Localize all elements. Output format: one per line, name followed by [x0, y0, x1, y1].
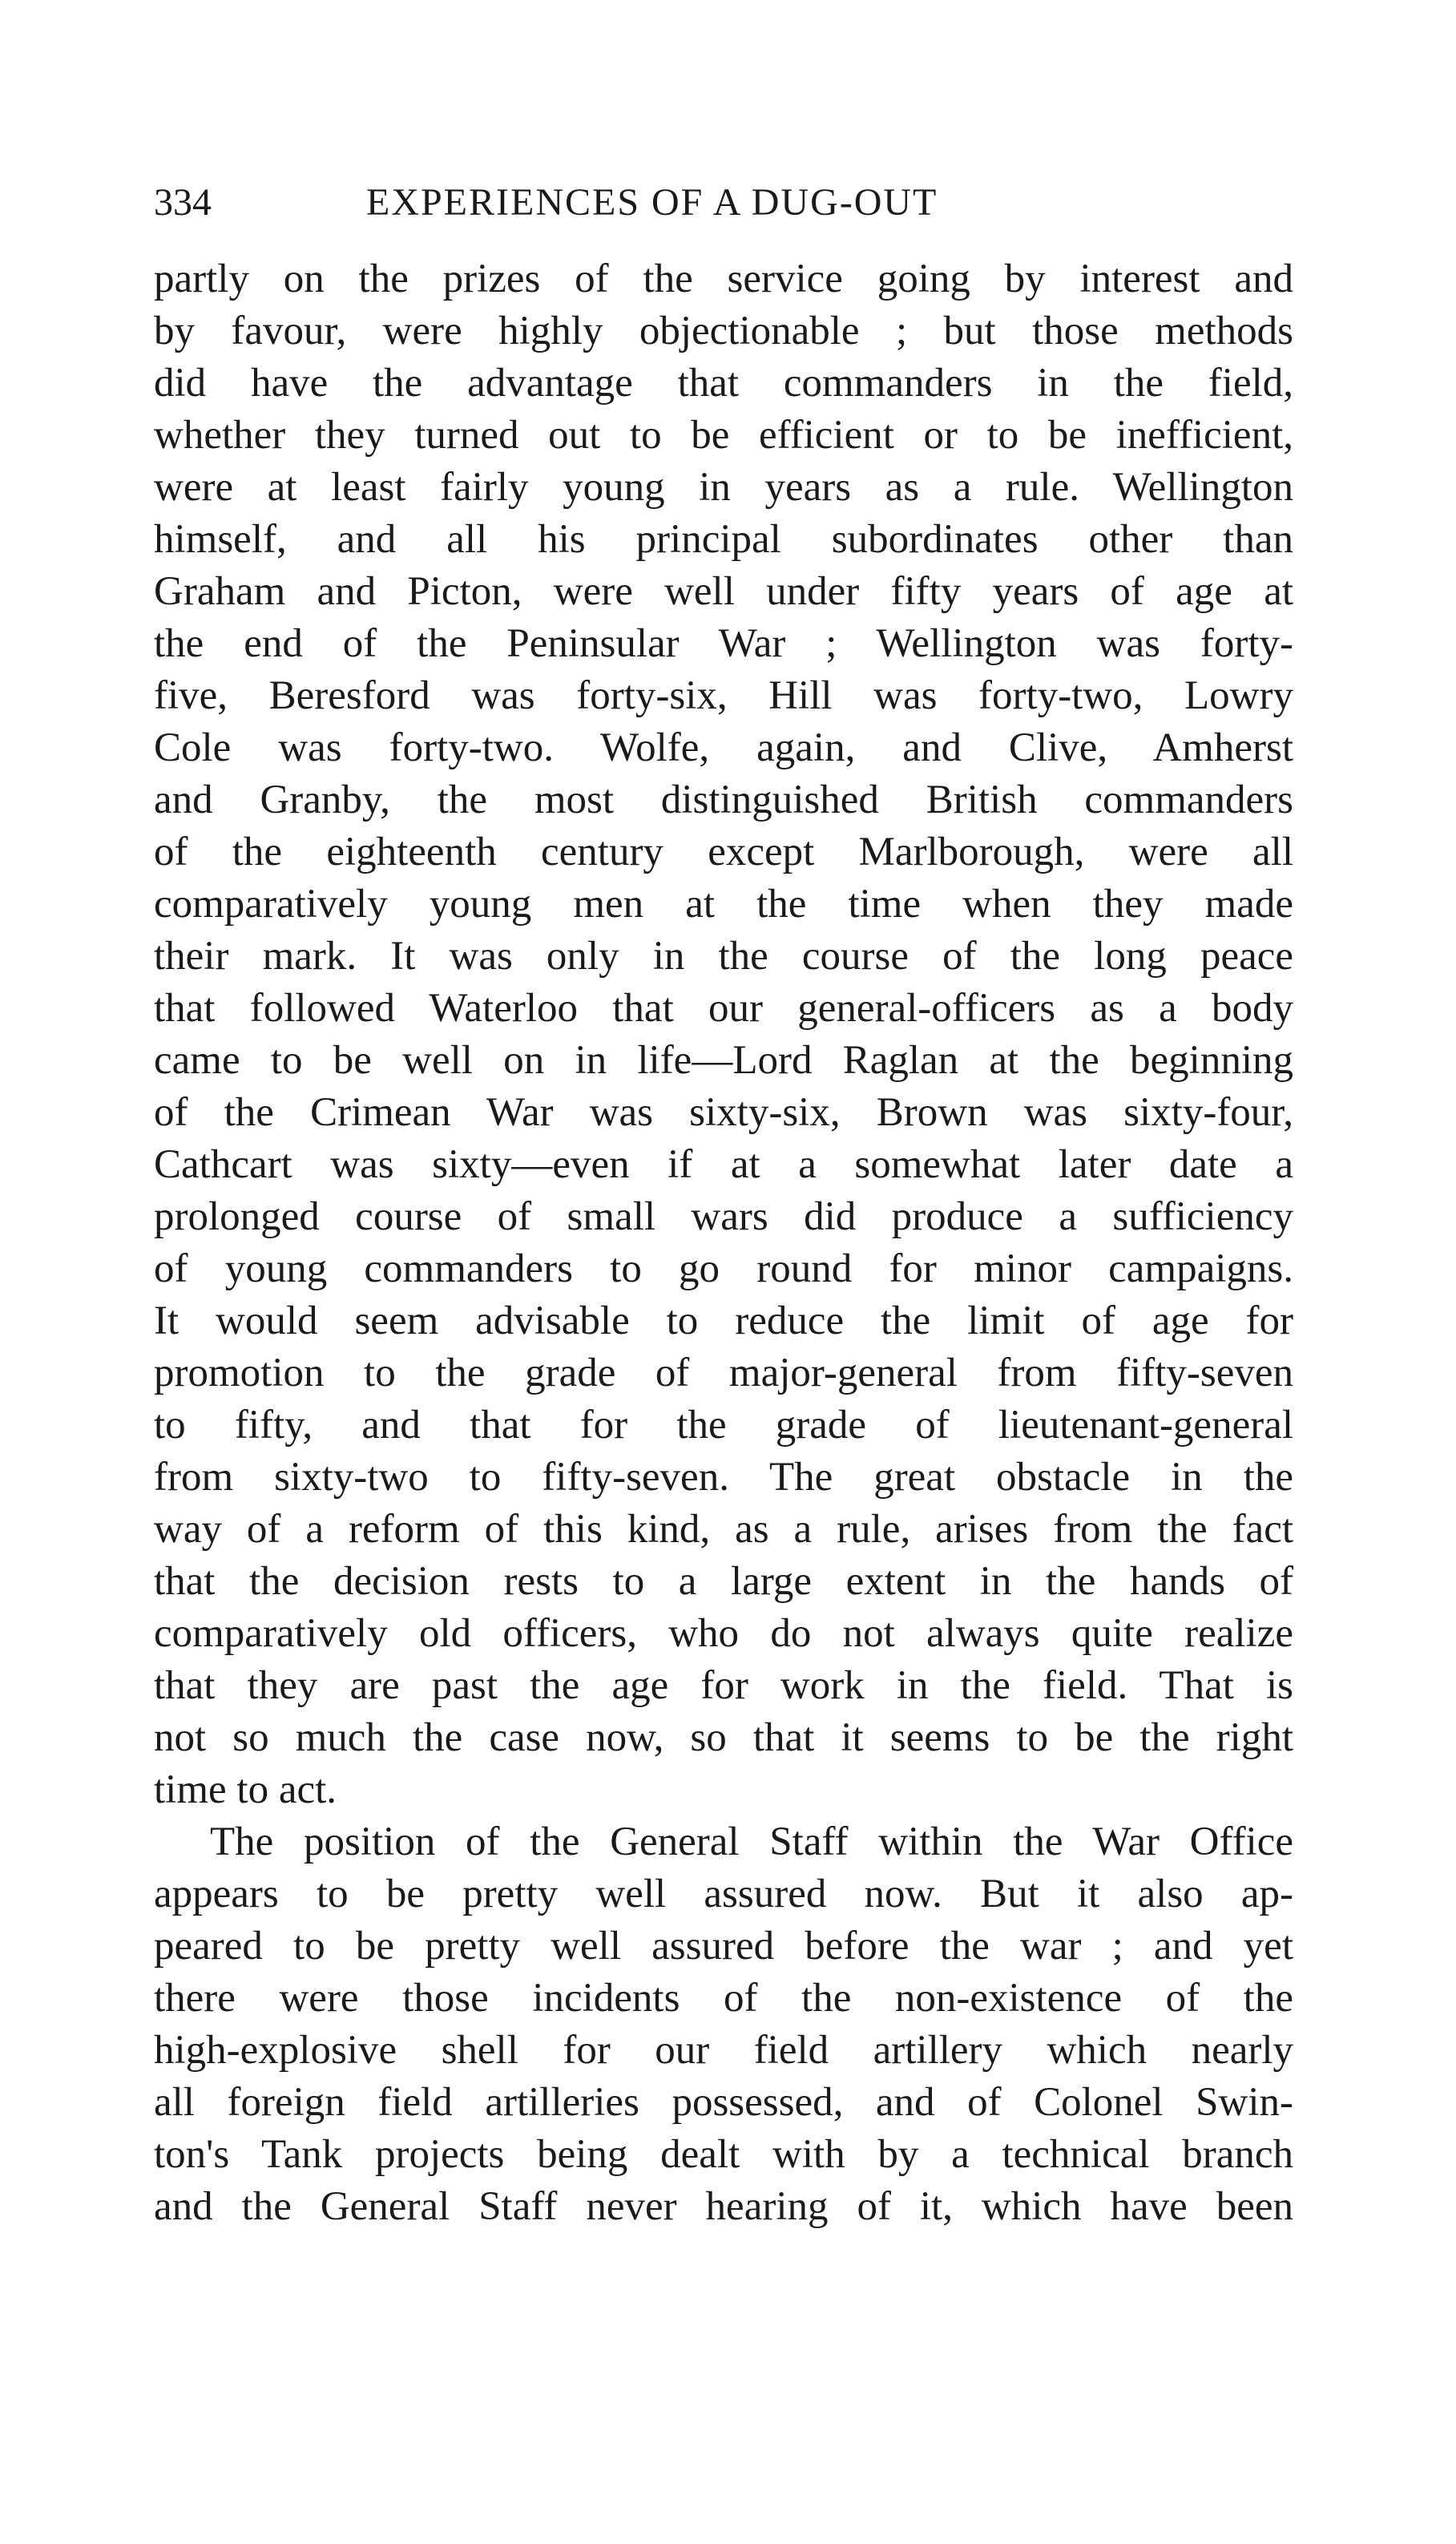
text-line: peared to be pretty well assured before the war ; and yet — [154, 1924, 1293, 1969]
text-line: It would seem advisable to reduce the limit of age for — [154, 1298, 1293, 1343]
page-header — [154, 175, 1292, 231]
text-line: high-explosive shell for our field artillery which nearly — [154, 2028, 1293, 2073]
text-line: Cathcart was sixty—even if at a somewhat later date a — [154, 1142, 1293, 1187]
text-line: and Granby, the most distinguished British commanders — [154, 777, 1293, 822]
text-line: and the General Staff never hearing of it, which have been — [154, 2184, 1293, 2229]
text-line: promotion to the grade of major-general from fifty-seven — [154, 1351, 1293, 1395]
text-line: not so much the case now, so that it seems to be the right — [154, 1715, 1293, 1760]
text-line: appears to be pretty well assured now. But it also ap- — [154, 1872, 1293, 1916]
text-line: their mark. It was only in the course of the long peace — [154, 934, 1293, 979]
text-line: that the decision rests to a large extent in the hands of — [154, 1559, 1293, 1604]
text-line: partly on the prizes of the service going by interest and — [154, 256, 1293, 301]
running-title: EXPERIENCES OF A DUG-OUT — [366, 181, 938, 224]
text-line: comparatively old officers, who do not always quite realize — [154, 1611, 1293, 1656]
text-line: ton's Tank projects being dealt with by a technical branch — [154, 2132, 1293, 2177]
text-line: were at least fairly young in years as a rule. Wellington — [154, 465, 1293, 510]
text-line: of young commanders to go round for minor campaigns. — [154, 1246, 1293, 1291]
page-number: 334 — [154, 181, 212, 224]
text-line: time to act. — [154, 1767, 337, 1812]
text-line: by favour, were highly objectionable ; but those methods — [154, 309, 1293, 353]
text-line: of the Crimean War was sixty-six, Brown was sixty-four, — [154, 1090, 1293, 1135]
text-line: did have the advantage that commanders in the field, — [154, 361, 1293, 406]
text-line: way of a reform of this kind, as a rule, arises from the fact — [154, 1507, 1293, 1552]
text-line: from sixty-two to fifty-seven. The great obstacle in the — [154, 1455, 1293, 1500]
text-line: to fifty, and that for the grade of lieutenant-general — [154, 1403, 1293, 1448]
text-line: himself, and all his principal subordinates other than — [154, 517, 1293, 562]
text-line: that followed Waterloo that our general-officers as a body — [154, 986, 1293, 1031]
text-line: five, Beresford was forty-six, Hill was forty-two, Lowry — [154, 673, 1293, 718]
text-line: came to be well on in life—Lord Raglan at the beginning — [154, 1038, 1293, 1083]
text-line: prolonged course of small wars did produce a sufficiency — [154, 1194, 1293, 1239]
text-line: comparatively young men at the time when they made — [154, 882, 1293, 927]
text-line: all foreign field artilleries possessed, and of Colonel Swin- — [154, 2080, 1293, 2125]
paragraph-1 — [154, 253, 1293, 1816]
body-text — [154, 253, 1293, 2233]
text-line: there were those incidents of the non-existence of the — [154, 1976, 1293, 2021]
text-line: that they are past the age for work in the field. That is — [154, 1663, 1293, 1708]
text-line: Cole was forty-two. Wolfe, again, and Clive, Amherst — [154, 725, 1293, 770]
paragraph-2 — [154, 1816, 1293, 2233]
text-line: The position of the General Staff within the War Office — [210, 1819, 1293, 1864]
text-line: Graham and Picton, were well under fifty years of age at — [154, 569, 1293, 614]
text-line: whether they turned out to be efficient or to be inefficient, — [154, 413, 1293, 458]
text-line: of the eighteenth century except Marlborough, were all — [154, 830, 1293, 874]
text-line: the end of the Peninsular War ; Wellington was forty- — [154, 621, 1293, 666]
